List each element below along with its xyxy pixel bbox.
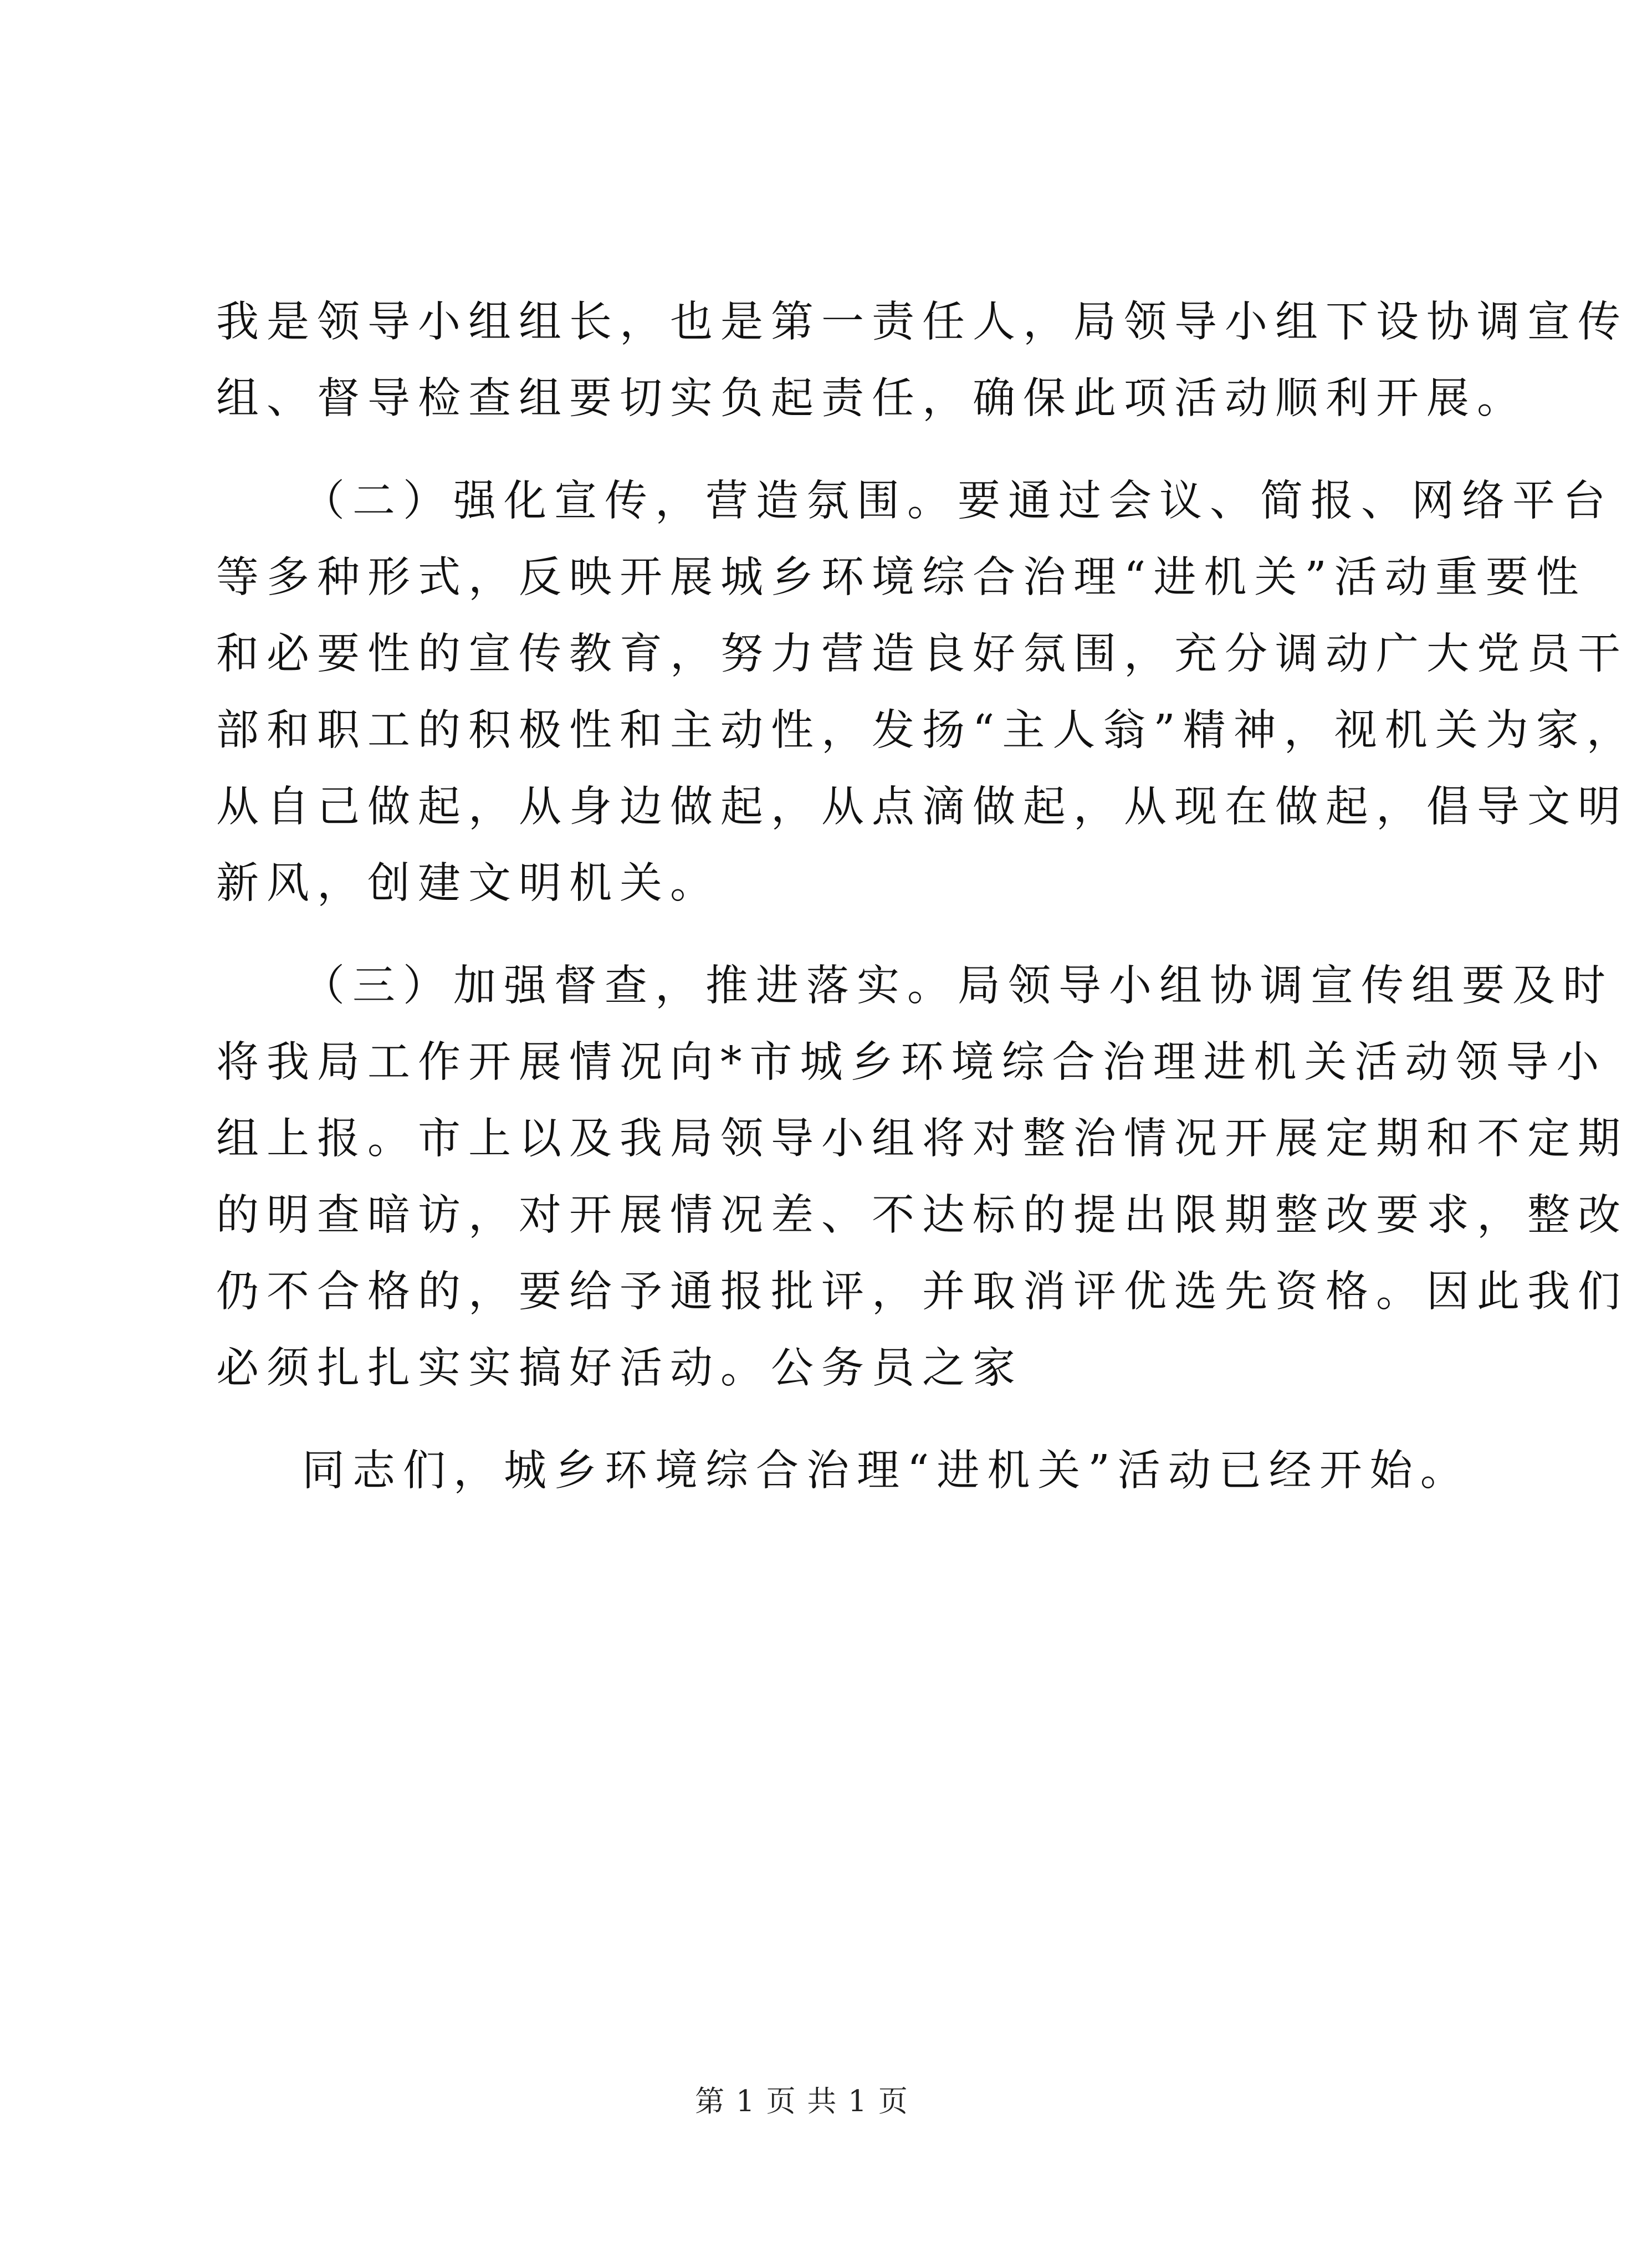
text-line: 必须扎扎实实搞好活动。公务员之家	[216, 1344, 1023, 1393]
page-number: 第 1 页 共 1 页	[695, 2085, 909, 2118]
text-line: 部和职工的积极性和主动性，发扬“主人翁”精神，视机关为家，	[216, 706, 1637, 755]
text-line: 我是领导小组组长，也是第一责任人，局领导小组下设协调宣传	[216, 298, 1628, 347]
text-line: 将我局工作开展情况向*市城乡环境综合治理进机关活动领导小	[216, 1038, 1607, 1087]
text-line: 从自己做起，从身边做起，从点滴做起，从现在做起，倡导文明	[216, 782, 1628, 832]
text-line: （二）强化宣传，营造氛围。要通过会议、简报、网络平台	[302, 477, 1613, 526]
text-line: 的明查暗访，对开展情况差、不达标的提出限期整改要求，整改	[216, 1191, 1628, 1240]
text-line: 仍不合格的，要给予通报批评，并取消评优选先资格。因此我们	[216, 1267, 1628, 1317]
text-line: （三）加强督查，推进落实。局领导小组协调宣传组要及时	[302, 961, 1613, 1011]
text-line: 和必要性的宣传教育，努力营造良好氛围，充分调动广大党员干	[216, 629, 1628, 679]
text-line: 组上报。市上以及我局领导小组将对整治情况开展定期和不定期	[216, 1114, 1628, 1164]
text-line: 新风，创建文明机关。	[216, 859, 720, 908]
text-line: 同志们，城乡环境综合治理“进机关”活动已经开始。	[302, 1446, 1471, 1496]
text-line: 组、督导检查组要切实负起责任，确保此项活动顺利开展。	[216, 374, 1527, 423]
text-line: 等多种形式，反映开展城乡环境综合治理“进机关”活动重要性	[216, 553, 1587, 602]
